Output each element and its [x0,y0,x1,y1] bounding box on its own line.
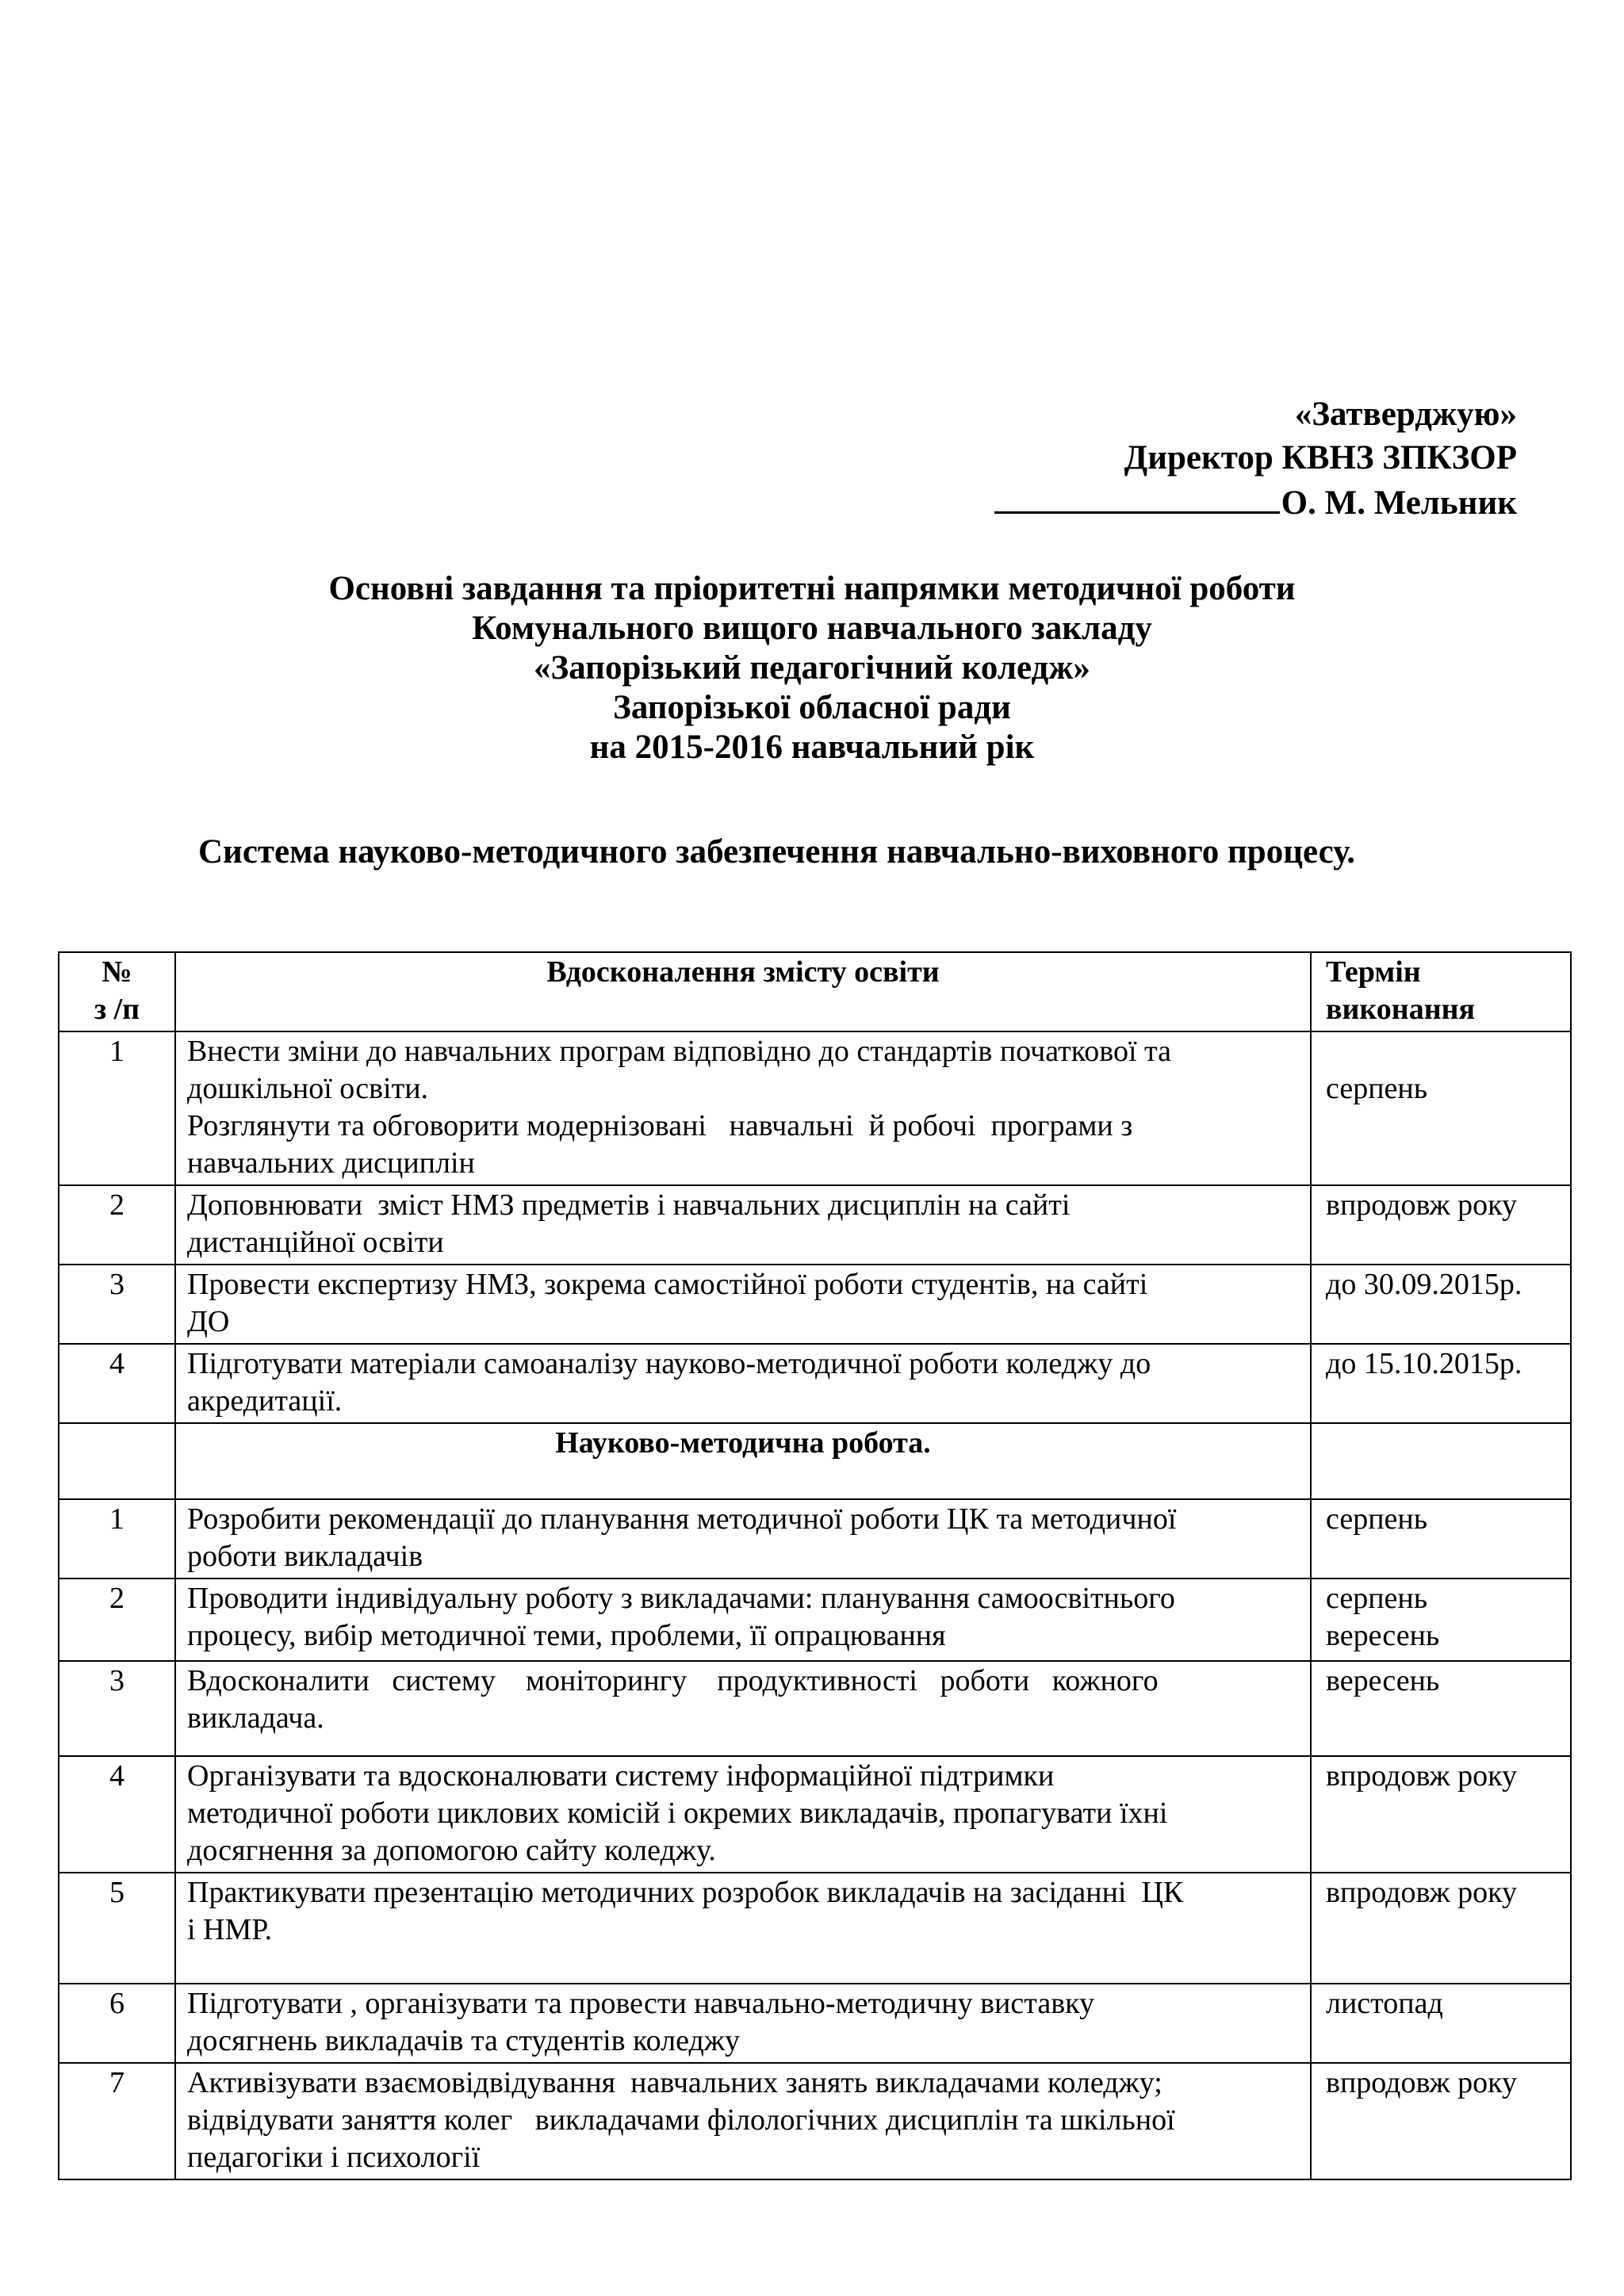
task-line: Доповнювати зміст НМЗ предметів і навчальних дисциплін на сайті [187,1188,1071,1222]
table-row [59,1756,1571,1873]
row-term [1311,1265,1571,1344]
approval-position: Директор КВНЗ ЗПКЗОР [1124,439,1517,476]
section-subtitle: Система науково-методичного забезпечення навчально-виховного процесу. [198,833,1356,871]
row-number: 5 [59,1873,175,1984]
header-term: Термін виконання [1311,952,1571,1031]
row-number: 6 [59,1984,175,2063]
task-line: досягнень викладачів та студентів коледжу [187,2024,741,2057]
term-line: вересень [1326,1619,1440,1652]
signature-line [994,480,1280,514]
table-row [59,1873,1571,1984]
task-line: Підготувати , організувати та провести навчально-методичну виставку [187,1987,1095,2020]
term-line: впродовж року [1326,1759,1518,1793]
row-term [1311,1578,1571,1661]
table-row [59,1031,1571,1185]
term-line [1326,1033,1559,1070]
task-line: Підготувати матеріали самоаналізу науково-методичної роботи коледжу до [187,1347,1151,1380]
section-2-header [59,1423,1571,1499]
row-task [175,2063,1311,2179]
row-task [175,1344,1311,1423]
row-term [1311,1873,1571,1984]
term-line: до 30.09.2015р. [1326,1268,1522,1301]
section-1-rows [59,1031,1571,1423]
row-number: 1 [59,1499,175,1578]
term-line: впродовж року [1326,1188,1518,1222]
row-task [175,1578,1311,1661]
term-line: серпень [1326,1582,1428,1615]
row-number: 2 [59,1185,175,1265]
approval-name: О. М. Мельник [1281,484,1517,522]
task-line: Організувати та вдосконалювати систему інформаційної підтримки [187,1759,1055,1793]
task-line: і НМР. [187,1913,273,1946]
term-line: серпень [1326,1072,1428,1105]
task-line: відвідувати заняття колег викладачами філологічних дисциплін та шкільної [187,2103,1175,2137]
row-task [175,1265,1311,1344]
row-number: 3 [59,1661,175,1756]
plan-table [58,951,1572,2180]
table-row [59,1265,1571,1344]
row-task [175,1185,1311,1265]
row-number: 2 [59,1578,175,1661]
task-line: роботи викладачів [187,1540,423,1573]
section-title-row [59,1423,1571,1499]
table-header-row [59,952,1571,1031]
task-line: дошкільної освіти. [187,1072,429,1105]
task-line: Вдосконалити систему моніторингу продуктивності роботи кожного [187,1664,1159,1697]
title-line-3: «Запорізький педагогічний коледж» [534,649,1090,687]
task-line: досягнення за допомогою сайту коледжу. [187,1834,716,1867]
table-row [59,1661,1571,1756]
table-row [59,2063,1571,2179]
row-term [1311,1661,1571,1756]
task-line: процесу, вибір методичної теми, проблеми, її опрацювання [187,1619,946,1652]
table-row [59,1185,1571,1265]
task-line: Розглянути та обговорити модернізовані навчальні й робочі програми з [187,1109,1133,1142]
section-2-rows [59,1499,1571,2179]
task-line: акредитації. [187,1384,343,1418]
task-line: педагогіки і психології [187,2141,481,2174]
row-number: 4 [59,1344,175,1423]
task-line: методичної роботи циклових комісій і окремих викладачів, пропагувати їхні [187,1797,1168,1830]
task-line: дистанційної освіти [187,1226,444,1259]
row-task [175,1661,1311,1756]
task-line: ДО [187,1305,230,1338]
approval-heading: «Затверджую» [1294,396,1517,433]
title-line-1: Основні завдання та пріоритетні напрямки методичної роботи [328,570,1296,607]
term-line: до 15.10.2015р. [1326,1347,1522,1380]
table-row [59,1578,1571,1661]
row-term [1311,1031,1571,1185]
title-line-2: Комунального вищого навчального закладу [472,610,1152,647]
term-line: впродовж року [1326,2066,1518,2099]
task-line: викладача. [187,1701,324,1735]
row-task [175,1499,1311,1578]
task-line: Внести зміни до навчальних програм відповідно до стандартів початкової та [187,1035,1171,1068]
term-line: листопад [1326,1987,1443,2020]
table-row [59,1984,1571,2063]
row-number: 1 [59,1031,175,1185]
row-term [1311,1185,1571,1265]
document-title [0,569,1624,767]
title-line-4: Запорізької обласної ради [613,689,1011,726]
row-number: 4 [59,1756,175,1873]
term-line: впродовж року [1326,1876,1518,1909]
row-task [175,1873,1311,1984]
row-term [1311,1344,1571,1423]
task-line: Активізувати взаємовідвідування навчальних занять викладачами коледжу; [187,2066,1162,2099]
table-row [59,1499,1571,1578]
approval-block [994,392,1517,525]
row-number: 7 [59,2063,175,2179]
row-number: 3 [59,1265,175,1344]
row-term [1311,1499,1571,1578]
row-term [1311,1984,1571,2063]
table-row [59,1344,1571,1423]
header-number: № з /п [59,952,175,1031]
section-2-title: Науково-методична робота. [175,1423,1311,1499]
task-line: Проводити індивідуальну роботу з викладачами: планування самоосвітнього [187,1582,1175,1615]
title-line-5: на 2015-2016 навчальний рік [589,729,1035,766]
row-term [1311,2063,1571,2179]
approval-signature-row [994,480,1517,525]
task-line: навчальних дисциплін [187,1146,475,1180]
header-content: Вдосконалення змісту освіти [175,952,1311,1031]
row-task [175,1984,1311,2063]
task-line: Практикувати презентацію методичних розробок викладачів на засіданні ЦК [187,1876,1184,1909]
row-term [1311,1756,1571,1873]
term-line: вересень [1326,1664,1440,1697]
task-line: Розробити рекомендації до планування методичної роботи ЦК та методичної [187,1502,1177,1536]
row-task [175,1756,1311,1873]
row-task [175,1031,1311,1185]
task-line: Провести експертизу НМЗ, зокрема самостійної роботи студентів, на сайті [187,1268,1148,1301]
term-line: серпень [1326,1502,1428,1536]
